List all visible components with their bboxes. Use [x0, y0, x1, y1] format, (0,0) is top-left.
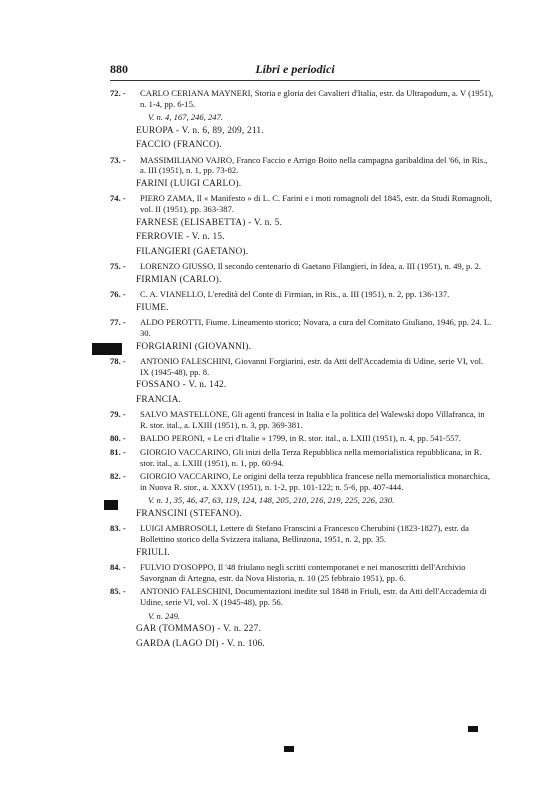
subject-heading: FOSSANO - V. n. 142. [136, 380, 227, 391]
running-title: Libri e periodici [255, 62, 335, 76]
entry-number: 84. - [110, 562, 126, 573]
entry-text: LORENZO GIUSSO, Il secondo centenario di Gaetano Filangieri, in Idea, a. III (1951), n. 49, p. 2. [140, 261, 482, 272]
entry-text: GIORGIO VACCARINO, Gli inizi della Terza Repubblica nella memorialistica repubblicana, in R. stor. ital., a. LXIII (1951), n. 1, pp. 60-94. [140, 447, 482, 468]
cross-reference: V. n. 4, 167, 246, 247. [148, 112, 224, 123]
bibliography-list [0, 88, 550, 653]
cross-reference: V. n. 249. [148, 610, 181, 621]
entry-text: FULVIO D'OSOPPO, Il '48 friulano negli scritti contemporanei e nei manoscritti dell'Archivio Savorgnan di Artegna, estr. da Nova Historia, n. 10 (25 febbraio 1951), pp. 6. [140, 562, 466, 583]
subject-heading: EUROPA - V. n. 6, 89, 209, 211. [136, 125, 264, 136]
subject-heading: FORGIARINI (GIOVANNI). [136, 341, 252, 352]
bibliography-entry [110, 471, 494, 492]
entry-number: 77. - [110, 317, 126, 328]
entry-text: GIORGIO VACCARINO, Le origini della terza repubblica francese nella memorialistica monarchica, in Nuova R. stor., a. XXXV (1951), n. 1-2, pp. 101-122; n. 5-6, pp. 407-444. [140, 471, 490, 492]
entry-number: 81. - [110, 447, 126, 457]
subject-heading: FILANGIERI (GAETANO). [136, 246, 249, 257]
bibliography-entry [110, 562, 494, 583]
entry-text: ANTONIO FALESCHINI, Giovanni Forgiarini, estr. da Atti dell'Accademia di Udine, serie VI, vol. IX (1945-48), pp. 8. [140, 356, 484, 377]
subject-heading: FRIULI. [136, 547, 170, 558]
subject-heading: FRANSCINI (STEFANO). [136, 508, 242, 519]
entry-text: LUIGI AMBROSOLI, Lettere di Stefano Franscini a Francesco Cherubini (1823-1827), estr. da Bollettino storico della Svizzera italiana, Bellinzona, 1951, n. 2, pp. 35. [140, 523, 469, 545]
subject-heading: GAR (TOMMASO) - V. n. 227. [136, 624, 262, 635]
bibliography-entry [110, 586, 494, 607]
running-header [110, 62, 480, 78]
bibliography-entry [110, 261, 494, 272]
entry-number: 75. - [110, 261, 126, 272]
entry-number: 82. - [110, 471, 126, 482]
entry-text: C. A. VIANELLO, L'eredità del Conte di Firmian, in Ris., a. III (1951), n. 2, pp. 136-137. [140, 289, 450, 300]
entry-text: BALDO PERONI, « Le cri d'Italie » 1799, in R. stor. ital., a. LXIII (1951), n. 4, pp. 541-557. [140, 433, 461, 444]
bibliography-entry [110, 447, 494, 468]
ink-blot [104, 500, 118, 510]
ink-blot [92, 343, 122, 355]
page-number: 880 [110, 62, 128, 76]
subject-heading: GARDA (LAGO DI) - V. n. 106. [136, 638, 265, 649]
entry-text: ALDO PEROTTI, Fiume. Lineamento storico; Novara, a cura del Comitato Giuliano, 1946, pp. 24. L. 30. [140, 317, 492, 338]
bibliography-entry [110, 289, 494, 300]
subject-heading: FARINI (LUIGI CARLO). [136, 178, 242, 189]
entry-number: 73. - [110, 154, 126, 165]
cross-reference: V. n. 1, 35, 46, 47, 63, 119, 124, 148, 205, 210, 216, 219, 225, 226, 230. [148, 495, 395, 506]
subject-heading: FIUME. [136, 302, 169, 313]
subject-heading: FARNESE (ELISABETTA) - V. n. 5. [136, 217, 283, 228]
ink-blot [284, 746, 294, 752]
subject-heading: FIRMIAN (CARLO). [136, 274, 222, 285]
bibliography-entry [110, 409, 494, 430]
subject-heading: FACCIO (FRANCO). [136, 140, 222, 151]
entry-text: PIERO ZAMA, Il « Manifesto » di L. C. Farini e i moti romagnoli del 1845, estr. da Studi Romagnoli, vol. II (1951), pp. 363-387. [140, 193, 493, 215]
entry-text: CARLO CERIANA MAYNERI, Storia e gloria dei Cavalieri d'Italia, estr. da Ultrapodum, a. V (1951), n. 1-4, pp. 6-15. [140, 88, 494, 109]
entry-number: 72. - [110, 88, 126, 98]
subject-heading: FERROVIE - V. n. 15. [136, 232, 225, 243]
bibliography-entry [110, 88, 494, 109]
entry-number: 85. - [110, 586, 126, 597]
entry-text: MASSIMILIANO VAJRO, Franco Faccio e Arrigo Boito nella campagna garibaldina del '66, in Ris., a. III (1951), n. 1, pp. 73-82. [140, 154, 488, 176]
bibliography-entry [110, 154, 494, 176]
bibliography-entry [110, 356, 494, 377]
entry-number: 74. - [110, 193, 126, 204]
entry-number: 79. - [110, 409, 126, 420]
header-rule [110, 80, 480, 81]
bibliography-entry [110, 317, 494, 338]
subject-heading: FRANCIA. [136, 394, 182, 405]
entry-number: 76. - [110, 289, 126, 300]
entry-number: 83. - [110, 523, 126, 534]
entry-number: 80. - [110, 433, 126, 444]
entry-number: 78. - [110, 356, 126, 367]
bibliography-entry [110, 193, 494, 215]
ink-blot [468, 726, 478, 732]
bibliography-entry [110, 433, 494, 444]
bibliography-entry [110, 523, 494, 545]
entry-text: ANTONIO FALESCHINI, Documentazioni inedite sul 1848 in Friuli, estr. da Atti dell'Accademia di Udine, serie VI, vol. X (1945-48), pp. 56. [140, 586, 487, 607]
entry-text: SALVO MASTELLONE, Gli agenti francesi in Italia e la politica del Walewski dopo Villafranca, in R. stor. ital., a. LXIII (1951), n. 3, pp. 369-381. [140, 409, 485, 430]
